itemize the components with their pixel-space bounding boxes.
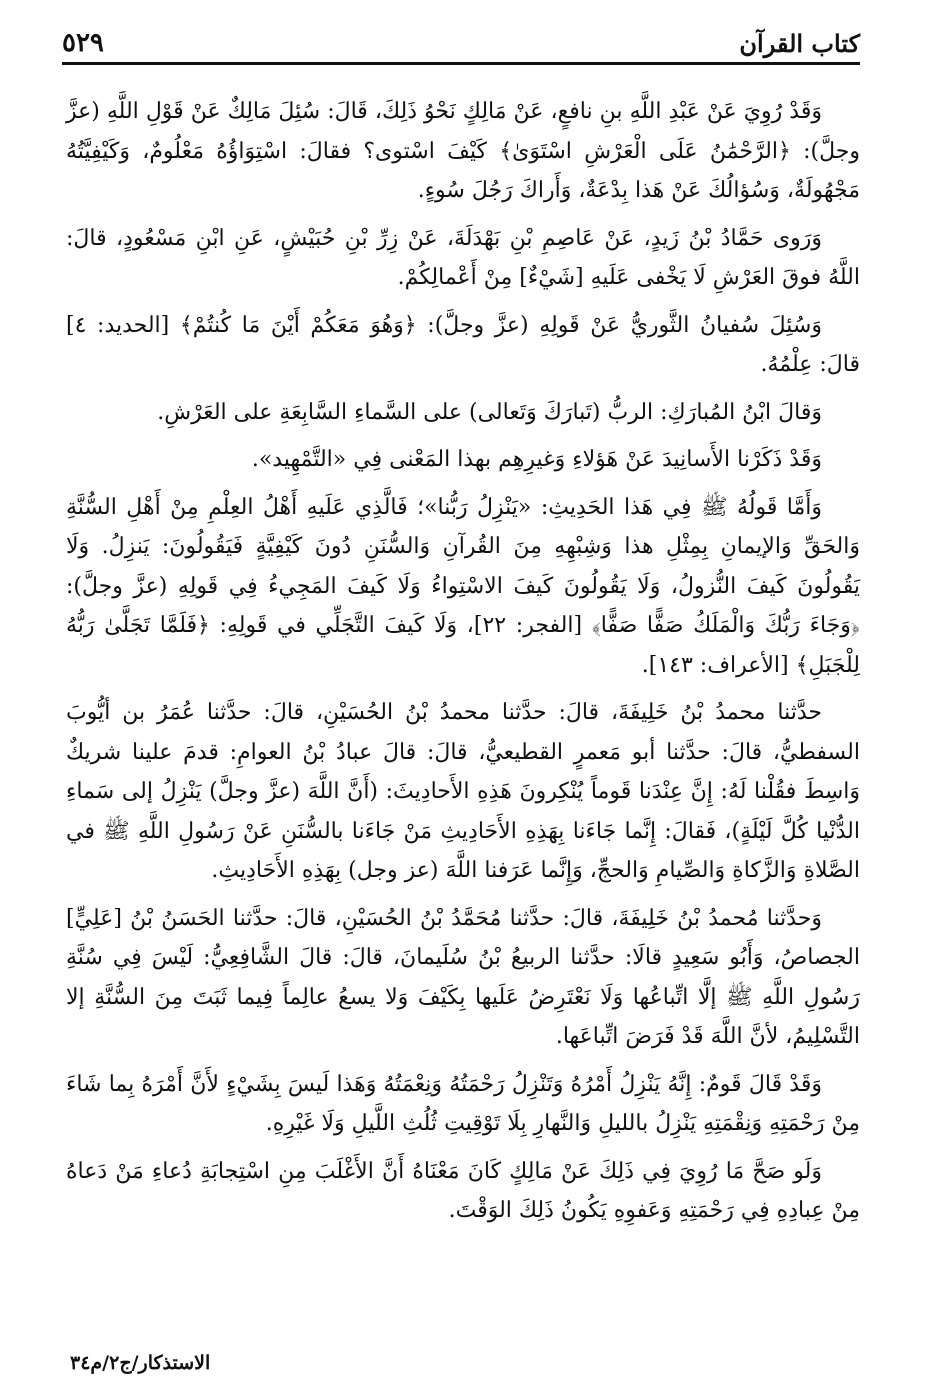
paragraph: وَحدَّثنا مُحمدُ بْنُ خَلِيفَةَ، قالَ: حدَّثنا مُحَمَّدُ بْنُ الحُسَيْنِ، قالَ: حدَّثنا الحَسَنُ بْنُ [عَلِيٍّ] الجصاصُ، وَأَبُو سَعِيدٍ قالَا: حدَّثنا الربيعُ بْنُ سُلَيمانَ، قالَ: قالَ الشَّافِعِيُّ: لَيْسَ فِي سُنَّةِ رَسُولِ اللَّهِ ﷺ إلَّا اتِّباعُها وَلَا نَعْتَرِضُ عَلَيها بِكَيْفَ وَلا يسعُ عالِماً فِيما ثَبَتَ مِنَ السُّنَّةِ إلا التَّسْلِيمُ، لأنَّ اللَّهَ قَدْ فَرَضَ اتِّباعَها.	[66, 905, 860, 1049]
paragraph: حدَّثنا محمدُ بْنُ خَلِيفَةَ، قالَ: حدَّثنا محمدُ بْنُ الحُسَيْنِ، قالَ: حدَّثنا عُمَرُ بن أيُّوبَ السفطيُّ، قالَ: حدَّثنا أبو مَعمرٍ القطيعيُّ، قالَ: قالَ عبادُ بْنُ العوامِ: قدمَ علينا شريكٌ وَاسِطَ فقُلْنا لَهُ: إِنَّ عِنْدَنا قَوماً يُنْكِرونَ هَذِهِ الأَحادِيثَ: (أَنَّ اللَّهَ (عزَّ وجلَّ) يَنْزِلُ إلى سَماءِ الدُّنْيا كُلَّ لَيْلَةٍ)، فَقالَ: إِنَّما جَاءَنا بِهَذِهِ الأَحَادِيثِ مَنْ جَاءَنا بالسُّنَنِ عَنْ رَسُولِ اللَّهِ ﷺ في الصَّلاةِ وَالزَّكاةِ وَالصِّيامِ وَالحجِّ، وَإِنَّما عَرَفنا اللَّهَ (عز وجل) بِهَذِهِ الأَحَادِيثِ.	[66, 700, 861, 883]
page-body	[66, 92, 860, 1239]
paragraph: وَسُئِلَ سُفيانُ الثَّوريُّ عَنْ قَولِهِ (عزَّ وجلَّ): ﴿وَهُوَ مَعَكُمْ أَيْنَ مَا كُنتُمْ﴾ [الحديد: ٤] قالَ: عِلْمُهُ.	[66, 312, 860, 377]
paragraph: وَرَوى حَمَّادُ بْنُ زَيدٍ، عَنْ عَاصِمِ بْنِ بَهْدَلَةَ، عَنْ زِرِّ بْنِ حُبَيْشٍ، عَنِ ابْنِ مَسْعُودٍ، قالَ: اللَّهُ فوقَ العَرْشِ لَا يَخْفى عَلَيهِ [شَيْءٌ] مِنْ أَعْمالِكُمْ.	[66, 225, 860, 290]
printer-signature: الاستذكار/ج٢/م٣٤	[70, 1352, 211, 1374]
paragraph: وَقالَ ابْنُ المُبارَكِ: الربُّ (تَبارَكَ وَتَعالى) على السَّماءِ السَّابِعَةِ على العَرْشِ.	[157, 399, 822, 425]
book-title: كتاب القرآن	[739, 29, 860, 58]
page-header	[62, 22, 860, 65]
page-number: ٥٢٩	[62, 28, 104, 58]
paragraph: وَلَو صَحَّ مَا رُوِيَ فِي ذَلِكَ عَنْ مَالِكٍ كَانَ مَعْنَاهُ أَنَّ الأَغْلَبَ مِنِ اسْتِجابَةِ دُعاءِ مَنْ دَعاهُ مِنْ عِبادِهِ فِي رَحْمَتِهِ وَعَفوِهِ يَكُونُ ذَلِكَ الوَقْتَ.	[66, 1158, 860, 1223]
paragraph: وَأَمَّا قَولُهُ ﷺ فِي هَذا الحَدِيثِ: «يَنْزِلُ رَبُّنا»؛ فَالَّذِي عَلَيهِ أَهْلُ العِلْمِ مِنْ أَهْلِ السُّنَّةِ وَالحَقِّ وَالإيمانِ بِمِثْلِ هذا وَشِبْهِهِ مِنَ القُرآنِ وَالسُّنَنِ دُونَ كَيْفِيَّةٍ فَيَقُولُونَ: يَنزِلُ. وَلَا يَقُولُونَ كَيفَ النُّزولُ، وَلَا يَقُولُونَ كَيفَ الاسْتِواءُ وَلَا كَيفَ المَجِيءُ فِي قَولِهِ (عزَّ وجلَّ): ﴿وَجَاءَ رَبُّكَ وَالْمَلَكُ صَفًّا صَفًّا﴾ [الفجر: ٢٢]، وَلَا كَيفَ التَّجَلِّي في قَولِهِ: ﴿فَلَمَّا تَجَلَّىٰ رَبُّهُ لِلْجَبَلِ﴾ [الأعراف: ١٤٣].	[66, 494, 861, 678]
paragraph: وَقَدْ قَالَ قَومٌ: إِنَّهُ يَنْزِلُ أَمْرُهُ وَتَنْزِلُ رَحْمَتُهُ وَنِعْمَتُهُ وَهَذا لَيسَ بِشَيْءٍ لأَنَّ أَمْرَهُ بِما شَاءَ مِنْ رَحْمَتِهِ وَنِقْمَتِهِ يَنْزِلُ بالليلِ وَالنَّهارِ بِلَا تَوْقِيتِ ثُلُثِ اللَّيلِ وَلَا غَيْرِهِ.	[66, 1071, 860, 1136]
paragraph: وَقَدْ رُوِيَ عَنْ عَبْدِ اللَّهِ بنِ نافعٍ، عَنْ مَالِكٍ نَحْوُ ذَلِكَ، قَالَ: سُئِلَ مَالِكٌ عَنْ قَوْلِ اللَّهِ (عزَّ وجلَّ): ﴿الرَّحْمَٰنُ عَلَى الْعَرْشِ اسْتَوَىٰ﴾ كَيْفَ اسْتوى؟ فقالَ: اسْتِوَاؤُهُ مَعْلُومٌ، وَكَيْفِيَّتُهُ مَجْهُولَةٌ، وَسُؤالُكَ عَنْ هَذا بِدْعَةٌ، وَأَراكَ رَجُلَ سُوءٍ.	[66, 99, 860, 203]
paragraph: وَقَدْ ذَكَرْنا الأَسانِيدَ عَنْ هَؤلاءِ وَغيرِهِم بهذا المَعْنى فِي «التَّمْهِيد».	[251, 447, 822, 472]
